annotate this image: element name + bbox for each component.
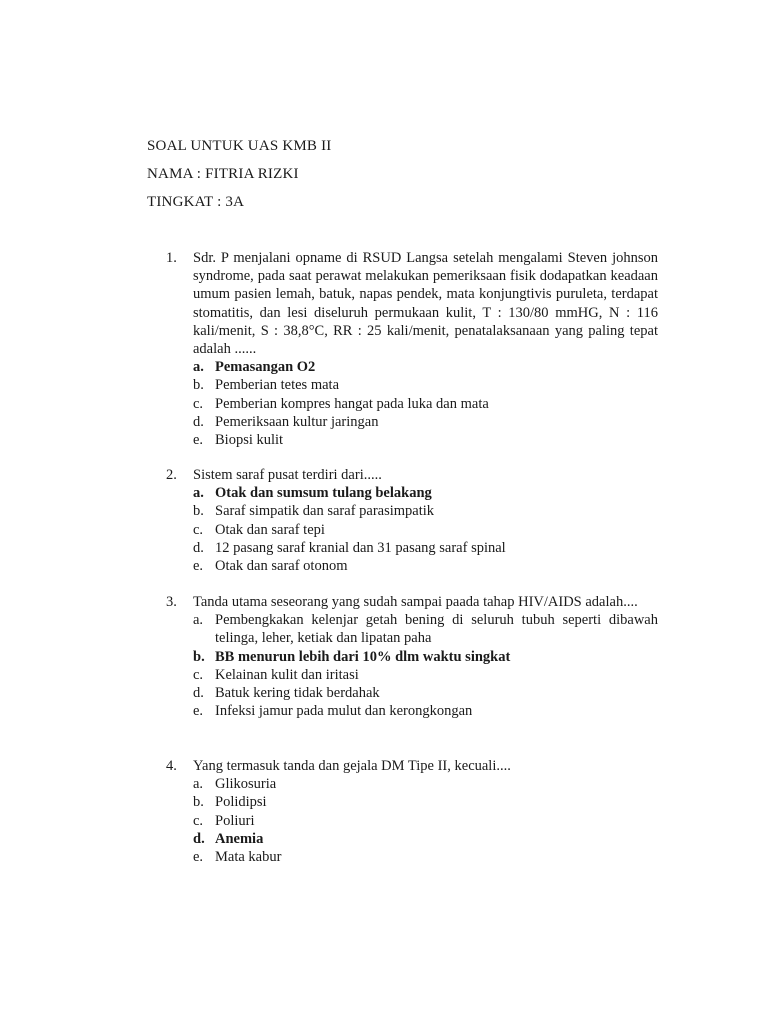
option-a [166, 775, 658, 793]
option-letter: e. [193, 703, 204, 720]
option-text: Biopsi kulit [215, 432, 284, 449]
option-text: Pemeriksaan kultur jaringan [215, 413, 379, 430]
option-text: Mata kabur [215, 849, 282, 866]
option-e [166, 557, 658, 575]
option-text: Poliuri [215, 812, 255, 829]
option-d-answer [166, 830, 658, 848]
option-text: Kelainan kulit dan iritasi [215, 666, 359, 683]
option-b [166, 793, 658, 811]
option-letter: d. [193, 413, 204, 430]
option-list [166, 358, 658, 449]
option-text: Saraf simpatik dan saraf parasimpatik [215, 503, 435, 520]
option-letter: a. [193, 776, 204, 793]
option-text: Pemasangan O2 [215, 359, 316, 376]
option-letter: b. [193, 794, 204, 811]
option-text: Batuk kering tidak berdahak [215, 685, 380, 702]
student-name: NAMA : FITRIA RIZKI [147, 166, 299, 182]
option-e [166, 702, 658, 720]
option-letter: b. [193, 648, 205, 665]
question-2 [166, 466, 658, 575]
option-letter: a. [193, 612, 204, 629]
option-letter: d. [193, 685, 204, 702]
question-number: 3. [166, 594, 177, 610]
option-text: Pembengkakan kelenjar getah bening di seluruh tubuh seperti dibawah telinga, leher, ketiak dan lipatan paha [215, 612, 658, 647]
option-letter: e. [193, 849, 204, 866]
option-letter: c. [193, 666, 204, 683]
option-list [166, 775, 658, 866]
option-text: Otak dan sumsum tulang belakang [215, 485, 432, 502]
question-3 [166, 593, 658, 720]
option-d [166, 684, 658, 702]
student-level: TINGKAT : 3A [147, 194, 245, 210]
option-text: Glikosuria [215, 776, 277, 793]
option-text: Infeksi jamur pada mulut dan kerongkongan [215, 703, 473, 720]
option-letter: d. [193, 830, 205, 847]
option-e [166, 431, 658, 449]
document-title: SOAL UNTUK UAS KMB II [147, 138, 332, 154]
option-letter: a. [193, 359, 204, 376]
option-letter: c. [193, 521, 204, 538]
question-number: 1. [166, 250, 177, 266]
option-text: Pemberian kompres hangat pada luka dan mata [215, 395, 489, 412]
option-d [166, 413, 658, 431]
option-b [166, 502, 658, 520]
option-text: Polidipsi [215, 794, 267, 811]
question-1 [166, 249, 658, 449]
option-text: BB menurun lebih dari 10% dlm waktu singkat [215, 648, 511, 665]
option-text: 12 pasang saraf kranial dan 31 pasang saraf spinal [215, 539, 506, 556]
option-letter: c. [193, 395, 204, 412]
option-letter: a. [193, 485, 204, 502]
option-list [166, 484, 658, 575]
option-text: Pemberian tetes mata [215, 377, 340, 394]
question-text: Sdr. P menjalani opname di RSUD Langsa setelah mengalami Steven johnson syndrome, pada saat perawat melakukan pemeriksaan fisik dodapatkan keadaan umum pasien lemah, batuk, napas pendek, mata konjungtivis puruleta, terdapat stomatitis, dan lesi diseluruh permukaan kulit, T : 130/80 mmHG, N : 116 kali/menit, S : 38,8°C, RR : 25 kali/menit, penatalaksanaan yang paling tepat adalah ...... [193, 250, 658, 358]
option-c [166, 395, 658, 413]
option-d [166, 539, 658, 557]
option-c [166, 666, 658, 684]
option-text: Otak dan saraf tepi [215, 521, 325, 538]
question-number: 4. [166, 758, 177, 774]
option-letter: d. [193, 539, 204, 556]
option-b-answer [166, 648, 658, 666]
question-text: Tanda utama seseorang yang sudah sampai paada tahap HIV/AIDS adalah.... [193, 594, 638, 610]
option-a-answer [166, 484, 658, 502]
option-b [166, 376, 658, 394]
option-letter: b. [193, 503, 204, 520]
question-text: Yang termasuk tanda dan gejala DM Tipe II, kecuali.... [193, 758, 511, 774]
option-a [166, 611, 658, 647]
option-a-answer [166, 358, 658, 376]
question-4 [166, 757, 658, 866]
option-letter: e. [193, 432, 204, 449]
question-text: Sistem saraf pusat terdiri dari..... [193, 467, 382, 483]
option-list [166, 611, 658, 720]
option-c [166, 812, 658, 830]
question-number: 2. [166, 467, 177, 483]
option-c [166, 521, 658, 539]
option-letter: b. [193, 377, 204, 394]
option-text: Otak dan saraf otonom [215, 558, 348, 575]
option-letter: e. [193, 558, 204, 575]
option-e [166, 848, 658, 866]
option-text: Anemia [215, 830, 264, 847]
option-letter: c. [193, 812, 204, 829]
